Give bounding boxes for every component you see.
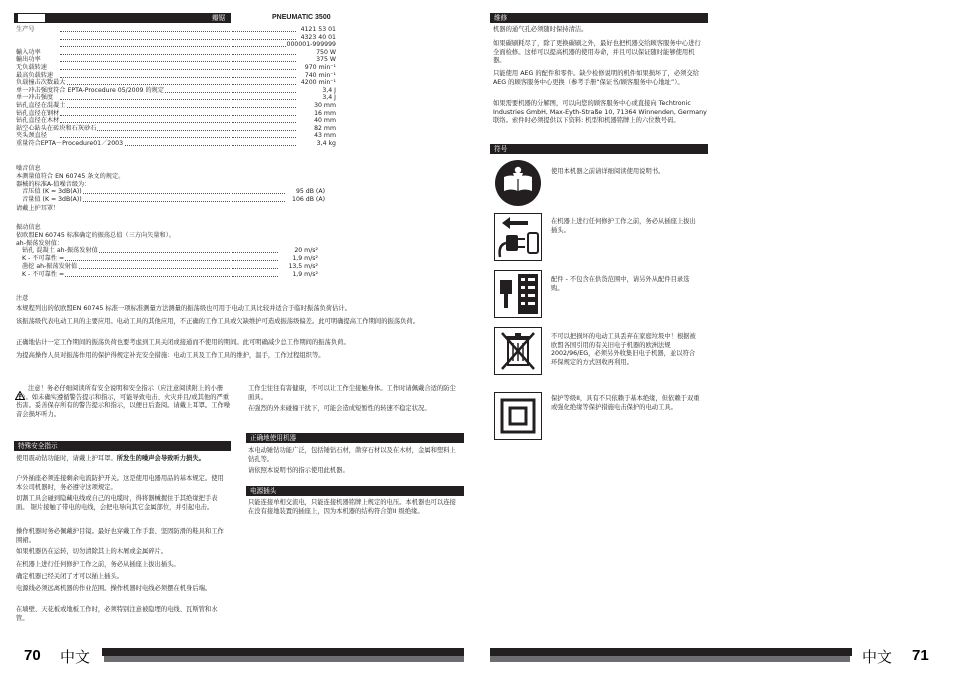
spec-leader-2: [232, 99, 296, 100]
spec-label: 负载撞击次数最大: [16, 79, 66, 87]
spec-leader-2: [232, 137, 296, 138]
note-p2: 该振荡级代表电动工具的主要应用。电动工具的其他应用，不正确的工作工具或欠缺维护可造成振荡级偏差。此可明确提高工作期间的振荡负荷。: [16, 318, 419, 325]
spec-leader-2: [232, 130, 296, 131]
special-safety-bar: [14, 441, 231, 451]
plug-title: 电源插头: [250, 487, 277, 495]
vibration-leader-2: [232, 260, 278, 261]
note-p1: 本规程列出的依欧盟EN 60745 标准一项标准测量方法测量的振荡级也可用于电动工具比较并适合于临时振荡负荷估计。: [16, 305, 351, 312]
spec-leader-2: [232, 115, 296, 116]
spec-label: 单一冲击强度: [16, 94, 54, 102]
spec-label: 輸入功率: [16, 48, 41, 56]
spec-value: 3,4 J: [322, 94, 336, 102]
vibration-label: K - 不可靠性 =: [22, 255, 65, 262]
noise-leader-2: [232, 193, 285, 194]
spec-leader-2: [232, 92, 296, 93]
noise-warning: 请戴上护耳罩！: [16, 205, 60, 212]
noise-leader: [60, 193, 230, 194]
special-safety-p1: [16, 455, 228, 464]
maintenance-p4: 如果需要机器的分解图，可以向您的顾客服务中心或直接向 Techtronic Industries GmbH, Max-Eyth-Straße 10, 71364 Winnenden, Germany联络。索件时必须提供以下资料: 机型和机器铭牌上的六位数号码。: [493, 100, 707, 125]
spec-value: 3,4 J: [322, 86, 336, 94]
spec-label: 夹头颈直径: [16, 132, 47, 140]
maintenance-p1: 机器的通气孔必须随时保持清洁。: [493, 26, 588, 33]
symbol-text-5: 保护等级II，具有不只依赖于基本绝缘，但依赖于双重或强化绝缘等保护措施电击保护的电动工具。: [551, 395, 700, 411]
note-p4: 为提高操作人员对振荡作用的保护得规定补充安全措施：电动工具及工作工具的维护，温手，工作过程组织等。: [16, 352, 325, 359]
vibration-value: 1,9 m/s²: [292, 255, 318, 262]
vibration-leader-2: [232, 268, 278, 269]
plug-text: 只能连接单相交流电，只能连接机器铭牌上规定的电压。本机器也可以连接在没有接地装置的插座上，因为本机器的结构符合第II 级绝缘。: [248, 499, 456, 515]
usage-bar: [246, 433, 464, 443]
spec-leader: [60, 99, 230, 100]
spec-value: 750 W: [316, 48, 336, 56]
right-page-number: 71: [912, 647, 929, 664]
spec-leader: [60, 107, 230, 108]
usage-text-2: 请依照本说明书的指示使用此机器。: [248, 467, 349, 474]
spec-leader: [60, 39, 230, 40]
special-safety-p8: 电源线必须远离机器的作业范围。操作机器时电线必须摆在机身后端。: [16, 585, 212, 592]
spec-value: 30 mm: [314, 102, 336, 109]
spec-leader: [60, 46, 230, 47]
noise-value: 106 dB (A): [292, 196, 325, 203]
spec-label: 钻孔直径在木材: [16, 117, 60, 125]
weee-bin-icon: [494, 327, 542, 375]
spec-leader-2: [232, 145, 296, 146]
symbol-text-3: 配件 - 不包含在供货范围中，请另外从配件目录选购。: [551, 276, 690, 292]
spec-value: 4121 53 01: [300, 26, 336, 33]
spec-leader: [60, 84, 230, 85]
special-safety-p9: 在墙壁、天花板或地板工作时，必须特别注意被隐埋的电线、瓦斯管和水管。: [16, 606, 218, 622]
unplug-icon: [494, 213, 542, 261]
spec-label: 钻孔直径在钢材: [16, 109, 60, 117]
plug-bar: [246, 486, 464, 496]
vibration-leader: [60, 276, 230, 277]
spec-label: 輸出功率: [16, 56, 41, 64]
spec-label: 重量符合EPTA－Procedure01／2003: [16, 140, 124, 147]
right-footer-strip: [490, 656, 850, 662]
spec-leader-2: [232, 107, 296, 108]
spec-value: 4323 40 01: [300, 33, 336, 41]
vibration-title: 振动信息: [16, 224, 41, 231]
spec-leader-2: [232, 31, 296, 32]
vibration-value: 20 m/s²: [294, 247, 318, 254]
spec-label: 单一冲击强度符合 EPTA-Procedure 05/2009 的规定: [16, 86, 165, 94]
spec-header-col2: 瓣锯: [212, 14, 226, 22]
spec-value: 740 min⁻¹: [304, 71, 336, 79]
speed-paragraph: 在强烈的外来碰撞干扰下，可能会造成短暂性的转速不稳定状况。: [248, 405, 431, 412]
symbol-text-2: 在机器上进行任何修护工作之前，务必从插座上拔出插头。: [551, 218, 696, 234]
spec-leader-2: [232, 69, 296, 70]
special-safety-p3: 切割工具会碰到隐藏电线或自己的电缆时，得将器械握住于其绝缘把手表面。 锯片接触了带电的电线，会把电导向其它金属部位，并引起电击。: [16, 495, 218, 511]
vibration-label: K - 不可靠性 =: [22, 271, 65, 278]
special-safety-p6: 在机器上进行任何修护工作之前，务必从插座上拔出插头。: [16, 561, 180, 568]
vibration-leader-2: [232, 276, 278, 277]
symbol-text-4: 不可以把损坏的电动工具丢弃在家庭垃圾中！根据被欧盟各国引用的有关旧电子机器的欧洲法规2002/96/EG，必须另外收集旧电子机器，並以符合环保规定的方式回收再利用。: [551, 333, 696, 366]
spec-leader-2: [232, 39, 296, 40]
spec-value: 3,4 kg: [316, 140, 336, 147]
vibration-value: 1,9 m/s²: [292, 271, 318, 278]
read-manual-icon: [494, 159, 542, 207]
spec-value: 000001-999999: [286, 41, 336, 49]
noise-value: 95 dB (A): [295, 188, 325, 195]
vibration-label: 凿挖 ah-振荡发射值: [22, 263, 78, 270]
spec-header-bar: [14, 13, 231, 23]
spec-model-label: PNEUMATIC 3500: [272, 14, 331, 21]
vibration-leader-2: [232, 252, 278, 253]
vibration-label: 钻孔 混凝土 ah-振荡发射值: [22, 247, 98, 254]
maintenance-title: 维修: [494, 14, 508, 22]
left-page-number: 70: [24, 647, 41, 664]
special-safety-title: 特殊安全指示: [18, 442, 58, 450]
special-safety-p1a: 使用震动钻功能时，请戴上护耳罩。: [16, 455, 117, 462]
vibration-leader: [60, 260, 230, 261]
spec-leader-2: [232, 84, 296, 85]
spec-leader: [60, 69, 230, 70]
spec-value: 375 W: [316, 56, 336, 64]
usage-title: 正确地使用机器: [250, 434, 297, 442]
right-page-lang: 中文: [862, 648, 893, 666]
left-footer-strip: [104, 656, 464, 662]
symbols-title: 符号: [494, 145, 508, 153]
special-safety-p1b: 所发生的噪声会导致听力损失。: [116, 455, 205, 462]
spec-value: 82 mm: [314, 124, 336, 132]
left-page-lang: 中文: [60, 648, 91, 666]
spec-value: 40 mm: [314, 117, 336, 125]
spec-header-label: 技术数据: [18, 14, 45, 22]
noise-line2: 器械的标准A-值噪音级为：: [16, 181, 91, 188]
spec-leader: [60, 115, 230, 116]
spec-leader: [60, 122, 230, 123]
spec-value: 970 min⁻¹: [304, 64, 336, 71]
symbol-text-1: 使用本机器之前请详细阅读使用说明书。: [551, 168, 665, 175]
spec-label: 钻孔直径在混凝土: [16, 102, 66, 109]
double-insulation-icon: [494, 392, 542, 440]
vibration-line1: 依欧盟EN 60745 标准确定的振荡总值（三方向矢量和）。: [16, 232, 175, 239]
maintenance-p3: 只能使用 AEG 的配件和零件。缺少检修说明的机件如果损坏了，必须交给 AEG 的顾客服务中心更换（参考手册“保证书/顾客服务中心地址”）。: [493, 70, 700, 86]
spec-label: 无负载转速: [16, 64, 47, 71]
noise-leader: [60, 201, 230, 202]
maintenance-p2: 如果碳刷耗尽了，除了更换碳刷之外，最好也把机器交给顾客服务中心进行全面检修。这样可以提高机器的使用寿命，并且可以保证随时能够使用机器。: [493, 40, 701, 65]
noise-label: 音量值 (K = 3dB(A)): [22, 196, 82, 203]
spec-value: 43 mm: [314, 132, 336, 140]
noise-title: 噪音信息: [16, 165, 41, 172]
note-p3: 正确地估计一定工作期间的振荡负荷也要考虑到工具关闭或接通而不使用的期间。此可明确减少总工作期间的振荡负荷。: [16, 339, 350, 346]
special-safety-p5: 如果机器仍在运转，切勿清除其上的木屑或金属碎片。: [16, 548, 168, 555]
spec-label: 生产号: [16, 26, 35, 33]
note-title: 注意: [16, 295, 29, 302]
noise-leader-2: [232, 201, 285, 202]
noise-label: 音压值 (K = 3dB(A)): [22, 188, 82, 195]
spec-label: 最高负载转速: [16, 71, 54, 79]
warning-paragraph: 注意！务必仔细阅读所有安全说明和安全指示（应注意阅读附上的小册子）。如未确实遵循警告提示和指示，可能导致电击、火灾并且/或其他的严重伤害。妥善保存所有的警告提示和指示，以便日后查阅。请戴上耳罩。工作噪音会损坏听力。: [16, 385, 231, 418]
spec-leader: [60, 54, 230, 55]
special-safety-p2: 户外插座必须连接剩余电流防护开关。这是使用电器用品的基本规定。使用本公司机器时，务必遵守这项规定。: [16, 475, 224, 491]
maintenance-bar: [490, 13, 708, 23]
spec-label: 鉆空心鉆头在砖块和石灰砂石: [16, 124, 97, 132]
spec-leader-2: [232, 54, 296, 55]
spec-leader-2: [232, 122, 296, 123]
spec-leader: [60, 137, 230, 138]
noise-line1: 本测量值符合 EN 60745 条文的规定。: [16, 173, 125, 180]
vibration-value: 13,5 m/s²: [288, 263, 318, 270]
special-safety-p4: 操作机器时务必佩戴护目镜。最好也穿戴工作手套、坚固防滑的鞋具和工作围裙。: [16, 528, 224, 544]
dust-paragraph: 工作尘往往有害健康，不可以让工作尘接触身体。工作时请佩戴合适的防尘面具。: [248, 385, 456, 401]
spec-leader: [60, 77, 230, 78]
special-safety-p7: 确定机器已经关闭了才可以插上插头。: [16, 573, 124, 580]
spec-leader-2: [232, 77, 296, 78]
spec-leader: [60, 61, 230, 62]
vibration-line2: ah-振荡发射值：: [16, 240, 64, 247]
vibration-leader: [60, 268, 230, 269]
spec-leader-2: [232, 61, 296, 62]
spec-value: 4200 min⁻¹: [300, 79, 336, 87]
symbols-bar: [490, 144, 708, 154]
accessories-icon: [494, 270, 542, 318]
spec-leader: [60, 31, 230, 32]
spec-value: 16 mm: [314, 109, 336, 117]
usage-text: 本电动锤钻功能广泛，包括锤钻石材，凿穿石材以及在木材，金属和塑料上钻孔等。: [248, 447, 456, 463]
